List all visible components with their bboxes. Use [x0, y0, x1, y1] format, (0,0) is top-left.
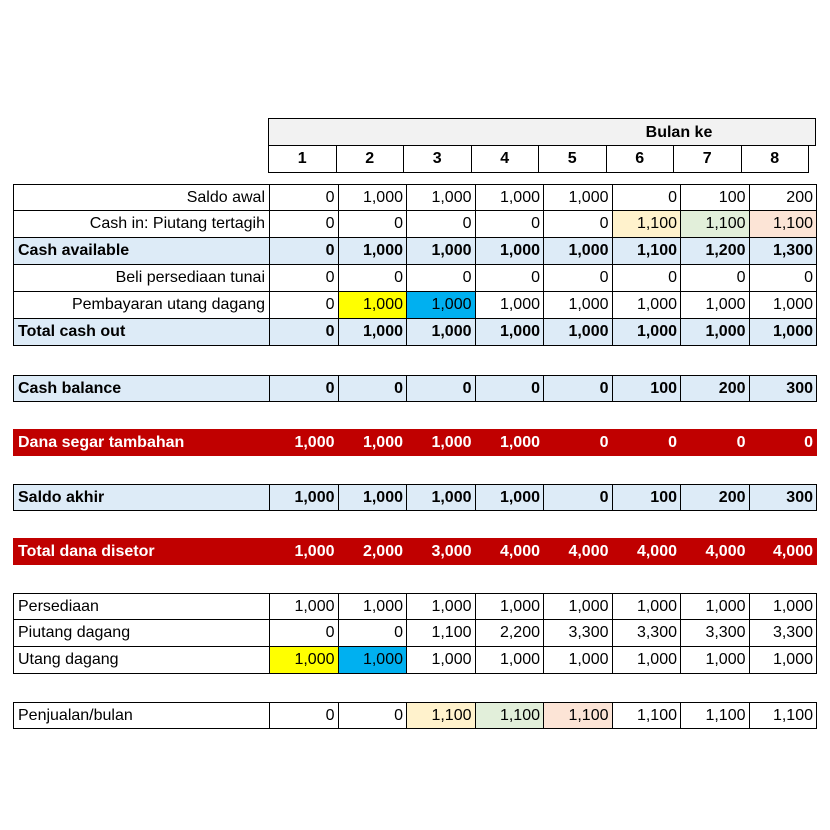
table-cell: 100 [612, 484, 681, 511]
table-cell: 1,000 [338, 429, 407, 456]
table-cell: 1,000 [749, 292, 818, 319]
table-cell: 1,000 [475, 238, 544, 265]
row-saldo-awal [13, 184, 817, 211]
table-cell: 0 [338, 702, 407, 729]
table-cell: 0 [612, 184, 681, 211]
table-cell-highlight: 1,000 [338, 647, 407, 674]
table-cell: 0 [269, 238, 338, 265]
table-cell: 1,000 [680, 647, 749, 674]
row-total-cash-out [13, 319, 817, 346]
row-label: Beli persediaan tunai [13, 265, 269, 292]
table-cell: 1,000 [338, 593, 407, 620]
table-cell: 1,000 [338, 319, 407, 346]
table-cell: 0 [749, 265, 818, 292]
table-cell: 1,000 [406, 238, 475, 265]
row-piutang-dagang [13, 620, 817, 647]
table-cell: 1,000 [612, 593, 681, 620]
row-label: Dana segar tambahan [13, 429, 269, 456]
table-cell: 100 [612, 375, 681, 402]
table-cell: 1,000 [749, 647, 818, 674]
table-cell: 200 [680, 375, 749, 402]
table-cell: 1,000 [680, 593, 749, 620]
month-header: 6 [606, 145, 675, 173]
table-cell: 1,000 [475, 184, 544, 211]
table-cell: 0 [269, 375, 338, 402]
table-cell: 3,300 [612, 620, 681, 647]
table-cell: 1,000 [269, 484, 338, 511]
table-cell: 300 [749, 375, 818, 402]
table-cell: 300 [749, 484, 818, 511]
row-label: Cash in: Piutang tertagih [13, 211, 269, 238]
table-cell: 1,000 [406, 484, 475, 511]
table-cell: 0 [269, 620, 338, 647]
table-cell: 1,000 [612, 647, 681, 674]
row-label: Pembayaran utang dagang [13, 292, 269, 319]
table-cell: 1,000 [612, 319, 681, 346]
table-cell: 0 [338, 211, 407, 238]
table-cell: 4,000 [749, 538, 818, 565]
month-header: 5 [538, 145, 607, 173]
table-cell: 1,000 [475, 484, 544, 511]
table-cell: 0 [475, 211, 544, 238]
table-cell: 1,000 [406, 647, 475, 674]
month-header: 4 [471, 145, 540, 173]
table-cell: 0 [680, 429, 749, 456]
table-cell-highlight: 1,100 [543, 702, 612, 729]
header-title-cell [268, 118, 816, 146]
table-cell: 4,000 [475, 538, 544, 565]
row-label: Total dana disetor [13, 538, 269, 565]
table-cell-highlight: 1,100 [749, 211, 818, 238]
table-cell: 1,000 [406, 184, 475, 211]
table-cell: 1,000 [406, 593, 475, 620]
table-cell: 1,000 [680, 292, 749, 319]
table-cell: 1,000 [543, 238, 612, 265]
table-cell: 0 [749, 429, 818, 456]
table-cell: 4,000 [612, 538, 681, 565]
row-utang-dagang [13, 647, 817, 674]
table-cell: 1,100 [612, 702, 681, 729]
table-cell: 0 [680, 265, 749, 292]
table-cell: 100 [680, 184, 749, 211]
table-cell: 1,000 [269, 538, 338, 565]
table-cell: 4,000 [543, 538, 612, 565]
table-cell: 0 [612, 429, 681, 456]
table-cell: 0 [269, 319, 338, 346]
table-cell: 0 [543, 429, 612, 456]
table-cell-highlight: 1,100 [680, 211, 749, 238]
month-header: 3 [403, 145, 472, 173]
table-cell: 1,100 [749, 702, 818, 729]
table-cell: 0 [269, 184, 338, 211]
table-cell: 0 [338, 375, 407, 402]
dana-segar-block [13, 429, 817, 456]
saldo-akhir-block [13, 484, 817, 511]
table-cell: 1,000 [269, 593, 338, 620]
row-cash-balance [13, 375, 817, 402]
balance-block [13, 593, 817, 674]
table-cell: 1,000 [543, 292, 612, 319]
table-cell-highlight: 1,100 [475, 702, 544, 729]
table-cell: 1,000 [680, 319, 749, 346]
table-cell: 0 [475, 375, 544, 402]
month-header: 1 [268, 145, 337, 173]
row-saldo-akhir [13, 484, 817, 511]
table-cell: 1,300 [749, 238, 818, 265]
row-penjualan [13, 702, 817, 729]
row-label: Cash balance [13, 375, 269, 402]
row-label: Cash available [13, 238, 269, 265]
table-cell: 1,000 [338, 238, 407, 265]
table-cell: 1,000 [475, 319, 544, 346]
row-persediaan [13, 593, 817, 620]
row-cash-in [13, 211, 817, 238]
table-cell: 200 [680, 484, 749, 511]
table-cell: 2,000 [338, 538, 407, 565]
table-cell: 1,100 [406, 620, 475, 647]
table-cell: 1,000 [475, 647, 544, 674]
month-header: 8 [741, 145, 810, 173]
table-cell: 0 [406, 265, 475, 292]
table-cell: 1,100 [680, 702, 749, 729]
table-cell-highlight: 1,100 [612, 211, 681, 238]
table-cell: 0 [543, 375, 612, 402]
month-header: 7 [673, 145, 742, 173]
table-cell: 1,000 [475, 292, 544, 319]
table-cell: 1,000 [543, 593, 612, 620]
table-cell: 2,200 [475, 620, 544, 647]
table-cell: 0 [543, 265, 612, 292]
table-cell-highlight: 1,100 [406, 702, 475, 729]
table-cell: 1,000 [475, 429, 544, 456]
table-cell: 1,000 [475, 593, 544, 620]
table-cell: 1,000 [543, 647, 612, 674]
row-cash-available [13, 238, 817, 265]
row-label: Utang dagang [13, 647, 269, 674]
cash-flow-block [13, 184, 817, 346]
total-dana-block [13, 538, 817, 565]
table-cell: 0 [475, 265, 544, 292]
table-cell: 1,000 [406, 429, 475, 456]
row-total-dana [13, 538, 817, 565]
row-label: Piutang dagang [13, 620, 269, 647]
table-cell: 0 [269, 292, 338, 319]
row-dana-segar [13, 429, 817, 456]
table-cell: 1,000 [338, 484, 407, 511]
table-cell: 1,000 [612, 292, 681, 319]
penjualan-block [13, 702, 817, 729]
table-cell-highlight: 1,000 [338, 292, 407, 319]
table-cell: 1,000 [543, 319, 612, 346]
table-cell: 200 [749, 184, 818, 211]
table-cell-highlight: 1,000 [406, 292, 475, 319]
row-label: Total cash out [13, 319, 269, 346]
table-cell: 1,000 [406, 319, 475, 346]
table-cell: 3,000 [406, 538, 475, 565]
row-label: Saldo akhir [13, 484, 269, 511]
row-label: Penjualan/bulan [13, 702, 269, 729]
row-pembayaran-utang [13, 292, 817, 319]
row-label: Persediaan [13, 593, 269, 620]
table-cell-highlight: 1,000 [269, 647, 338, 674]
table-cell: 0 [406, 211, 475, 238]
table-cell: 1,100 [612, 238, 681, 265]
table-cell: 1,000 [749, 593, 818, 620]
month-header: 2 [336, 145, 405, 173]
month-header-row [268, 145, 816, 173]
table-cell: 3,300 [749, 620, 818, 647]
table-cell: 0 [338, 265, 407, 292]
table-cell: 0 [269, 702, 338, 729]
table-cell: 0 [612, 265, 681, 292]
table-cell: 0 [543, 484, 612, 511]
cash-balance-block [13, 375, 817, 402]
table-cell: 3,300 [680, 620, 749, 647]
table-cell: 3,300 [543, 620, 612, 647]
table-cell: 1,000 [269, 429, 338, 456]
table-cell: 0 [269, 211, 338, 238]
row-label: Saldo awal [13, 184, 269, 211]
table-cell: 0 [543, 211, 612, 238]
table-cell: 1,000 [338, 184, 407, 211]
table-cell: 1,000 [543, 184, 612, 211]
table-cell: 1,200 [680, 238, 749, 265]
table-cell: 4,000 [680, 538, 749, 565]
row-beli-persediaan [13, 265, 817, 292]
table-cell: 0 [269, 265, 338, 292]
header-title: Bulan ke [645, 124, 713, 141]
table-cell: 0 [406, 375, 475, 402]
table-cell: 1,000 [749, 319, 818, 346]
table-cell: 0 [338, 620, 407, 647]
